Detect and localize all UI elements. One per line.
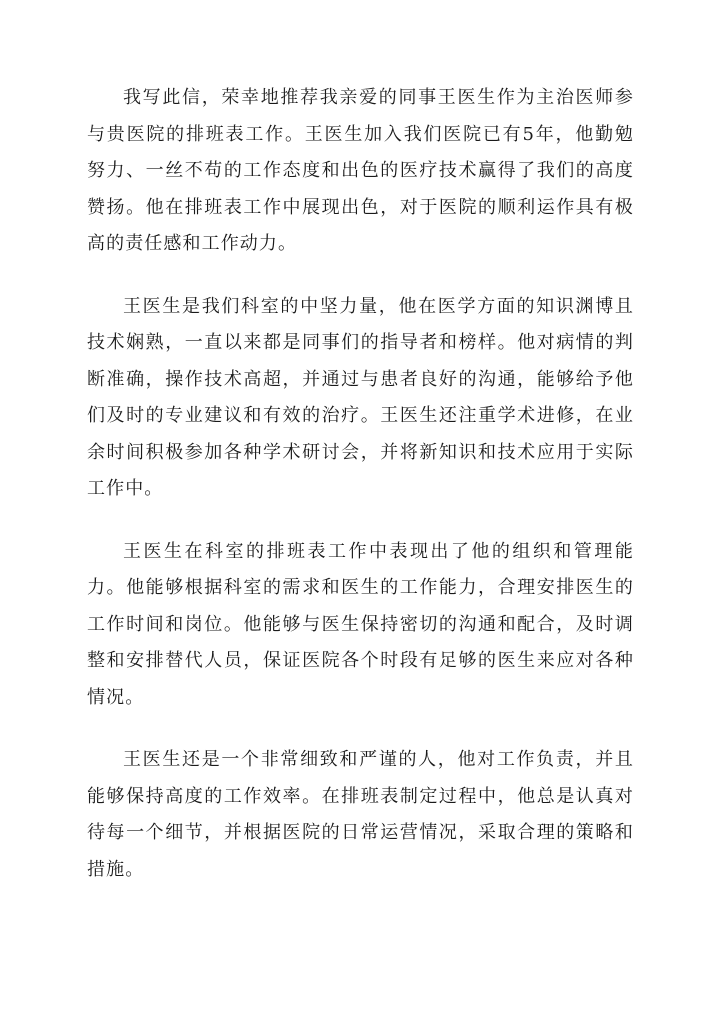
paragraph-3: 王医生在科室的排班表工作中表现出了他的组织和管理能力。他能够根据科室的需求和医生的工作能力，合理安排医生的工作时间和岗位。他能够与医生保持密切的沟通和配合，及时调整和安排替代人员，保证医院各个时段有足够的医生来应对各种情况。 xyxy=(87,540,634,708)
paragraph-4: 王医生还是一个非常细致和严谨的人，他对工作负责，并且能够保持高度的工作效率。在排班表制定过程中，他总是认真对待每一个细节，并根据医院的日常运营情况，采取合理的策略和措施。 xyxy=(87,749,634,880)
paragraph-1: 我写此信，荣幸地推荐我亲爱的同事王医生作为主治医师参与贵医院的排班表工作。王医生加入我们医院已有5年，他勤勉努力、一丝不苟的工作态度和出色的医疗技术赢得了我们的高度赞扬。他在排班表工作中展现出色，对于医院的顺利运作具有极高的责任感和工作动力。 xyxy=(87,87,634,254)
paragraph-2: 王医生是我们科室的中坚力量，他在医学方面的知识渊博且技术娴熟，一直以来都是同事们的指导者和榜样。他对病情的判断准确，操作技术高超，并通过与患者良好的沟通，能够给予他们及时的专业建议和有效的治疗。王医生还注重学术进修，在业余时间积极参加各种学术研讨会，并将新知识和技术应用于实际工作中。 xyxy=(87,295,634,499)
